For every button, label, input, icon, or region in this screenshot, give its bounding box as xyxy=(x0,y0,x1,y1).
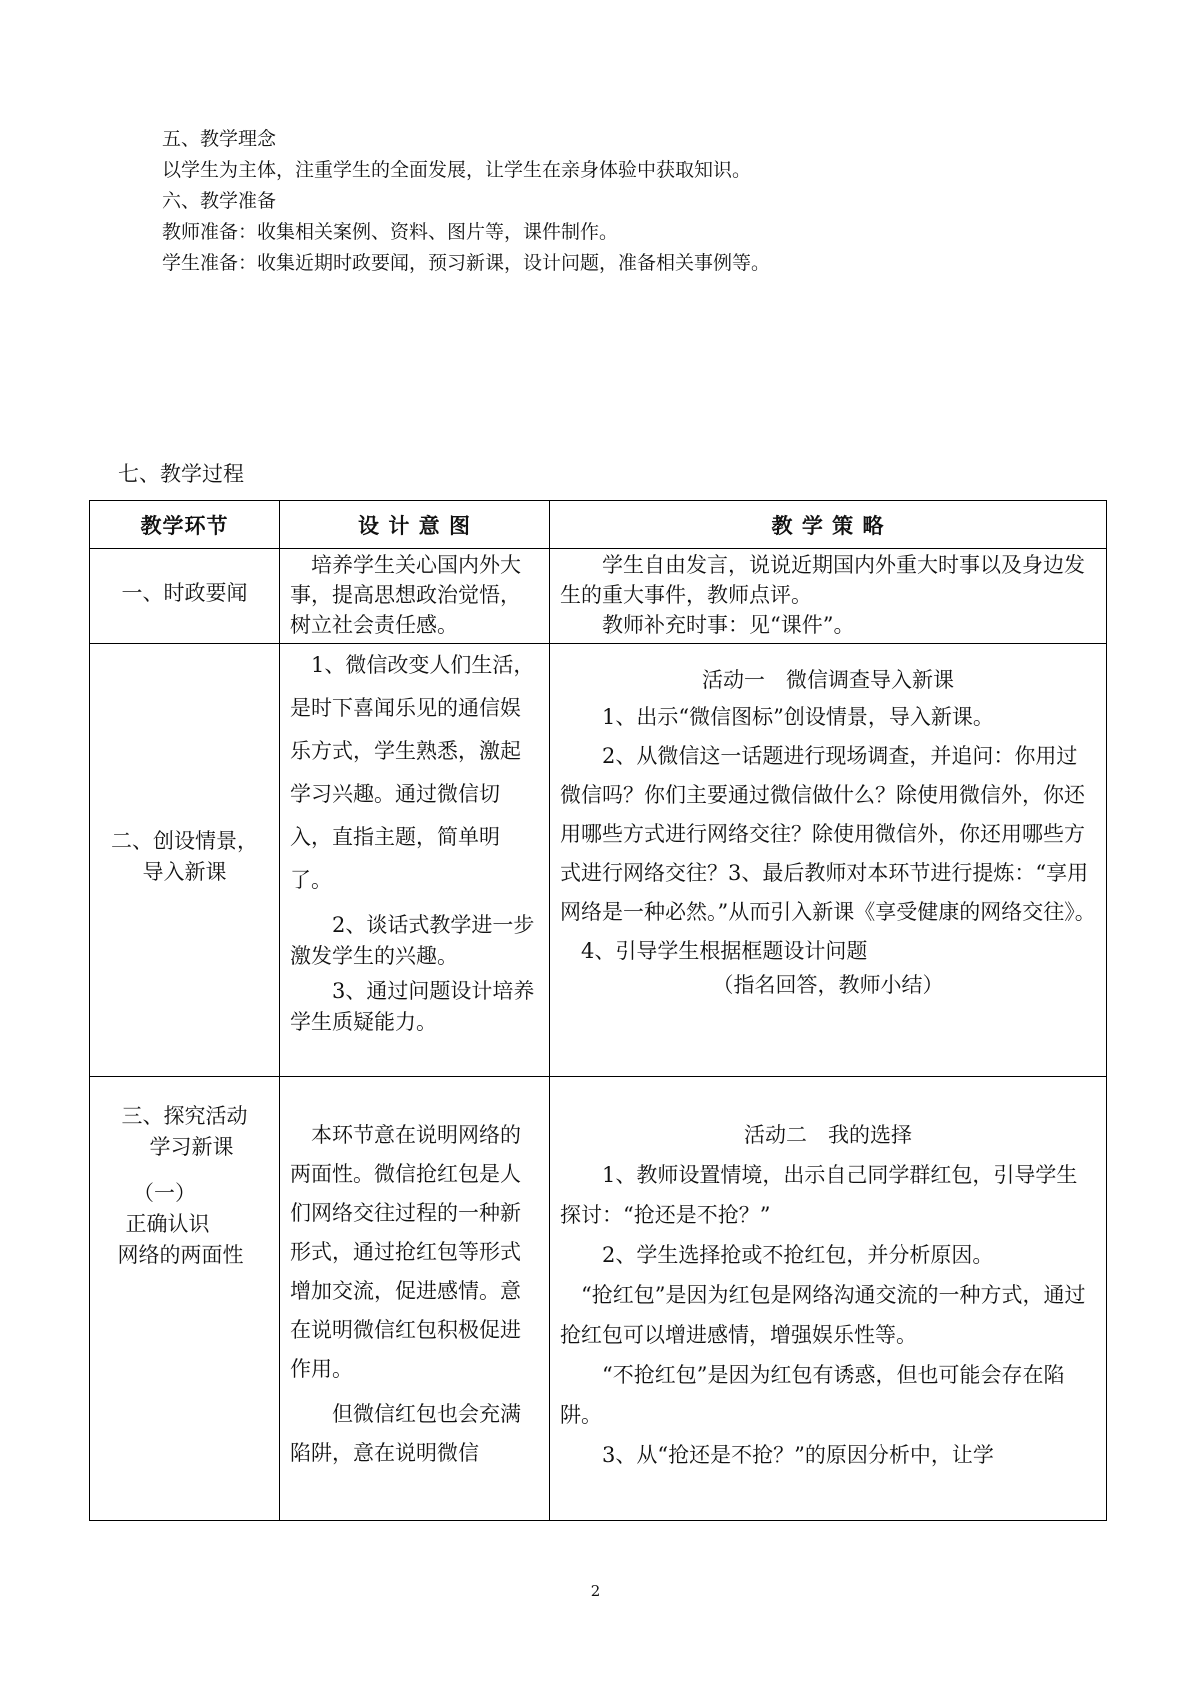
stage-line: 一、时政要闻 xyxy=(121,581,248,605)
strategy-paragraph: 学生自由发言，说说近期国内外重大时事以及身边发生的重大事件，教师点评。 xyxy=(560,553,1085,607)
text-teaching-philosophy: 以学生为主体，注重学生的全面发展，让学生在亲身体验中获取知识。 xyxy=(162,159,752,181)
heading-teaching-preparation: 六、教学准备 xyxy=(162,190,277,212)
strategy-cell xyxy=(550,549,1107,644)
stage-line: 正确认识 xyxy=(125,1212,210,1236)
purpose-paragraph: 1、微信改变人们生活，是时下喜闻乐见的通信娱乐方式，学生熟悉，激起学习兴趣。通过微信切入，直指主题，简单明了。 xyxy=(290,653,535,892)
stage-cell xyxy=(90,1077,280,1521)
header-purpose: 设 计 意 图 xyxy=(280,501,550,549)
stage-line: 学习新课 xyxy=(149,1135,234,1159)
stage-line: 三、探究活动 xyxy=(121,1104,248,1128)
stage-line: 网络的两面性 xyxy=(117,1243,244,1267)
purpose-paragraph: 培养学生关心国内外大事，提高思想政治觉悟，树立社会责任感。 xyxy=(290,553,521,637)
strategy-paragraph: 4、引导学生根据框题设计问题 xyxy=(560,939,868,963)
strategy-paragraph: 教师补充时事：见“课件”。 xyxy=(560,613,855,637)
purpose-paragraph: 但微信红包也会充满陷阱，意在说明微信 xyxy=(290,1402,521,1465)
strategy-cell xyxy=(550,1077,1107,1521)
stage-line: 二、创设情景， xyxy=(111,829,258,853)
strategy-paragraph: “不抢红包”是因为红包有诱惑，但也可能会存在陷阱。 xyxy=(560,1363,1065,1427)
heading-teaching-process: 七、教学过程 xyxy=(118,462,244,486)
purpose-cell xyxy=(280,644,550,1077)
purpose-paragraph: 2、谈话式教学进一步激发学生的兴趣。 xyxy=(290,913,535,968)
stage-line: 导入新课 xyxy=(142,860,227,884)
purpose-paragraph: 本环节意在说明网络的两面性。微信抢红包是人们网络交往过程的一种新形式，通过抢红包等形式增加交流，促进感情。意在说明微信红包积极促进作用。 xyxy=(290,1123,521,1381)
stage-line: （一） xyxy=(133,1181,196,1205)
strategy-paragraph: 3、从“抢还是不抢？”的原因分析中，让学 xyxy=(560,1443,994,1467)
header-stage: 教学环节 xyxy=(90,501,280,549)
strategy-cell xyxy=(550,644,1107,1077)
stage-cell xyxy=(90,644,280,1077)
purpose-cell xyxy=(280,1077,550,1521)
activity-title: 活动一 微信调查导入新课 xyxy=(702,668,954,692)
purpose-paragraph: 3、通过问题设计培养学生质疑能力。 xyxy=(290,979,535,1034)
strategy-paragraph: 2、学生选择抢或不抢红包，并分析原因。 xyxy=(560,1243,994,1267)
strategy-paragraph: 2、从微信这一话题进行现场调查，并追问：你用过微信吗？你们主要通过微信做什么？除使用微信外，你还用哪些方式进行网络交往？除使用微信外，你还用哪些方式进行网络交往？3、最后教师对本环节进行提炼：“享用网络是一种必然。”从而引入新课《享受健康的网络交往》。 xyxy=(560,744,1096,924)
activity-title: 活动二 我的选择 xyxy=(744,1123,912,1147)
table-header-row xyxy=(90,501,1107,549)
intro-section xyxy=(162,124,770,279)
table-row xyxy=(90,644,1107,1077)
text-teacher-preparation: 教师准备：收集相关案例、资料、图片等，课件制作。 xyxy=(162,221,619,243)
table-row xyxy=(90,1077,1107,1521)
text-student-preparation: 学生准备：收集近期时政要闻，预习新课，设计问题，准备相关事例等。 xyxy=(162,252,771,274)
stage-cell xyxy=(90,549,280,644)
strategy-paragraph: （指名回答，教师小结） xyxy=(712,973,944,997)
purpose-cell xyxy=(280,549,550,644)
heading-teaching-philosophy: 五、教学理念 xyxy=(162,128,277,150)
page-number: 2 xyxy=(590,1582,601,1600)
strategy-paragraph: 1、教师设置情境，出示自己同学群红包，引导学生探讨：“抢还是不抢？” xyxy=(560,1163,1078,1227)
table-row xyxy=(90,549,1107,644)
strategy-paragraph: 1、出示“微信图标”创设情景，导入新课。 xyxy=(560,705,994,729)
strategy-paragraph: “抢红包”是因为红包是网络沟通交流的一种方式，通过抢红包可以增进感情，增强娱乐性等。 xyxy=(560,1283,1086,1347)
teaching-process-table xyxy=(89,500,1107,1521)
header-strategy: 教 学 策 略 xyxy=(550,501,1107,549)
